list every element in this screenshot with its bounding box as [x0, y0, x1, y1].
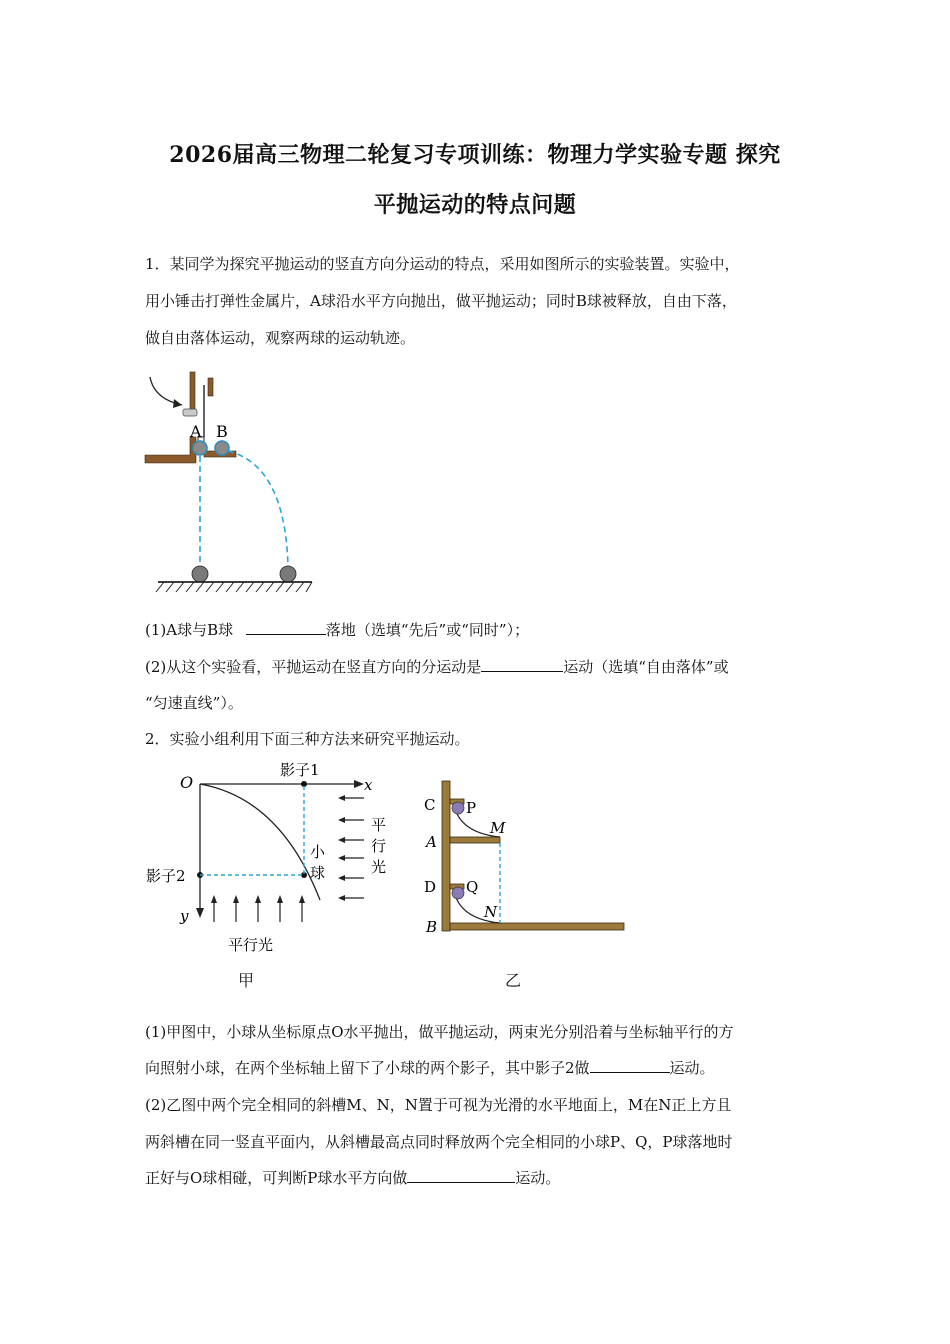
ball-ground-2 [280, 566, 296, 582]
launch-shelf [145, 437, 196, 463]
ball-p [452, 802, 464, 814]
q1-text-line1: 1．某同学为探究平抛运动的竖直方向分运动的特点，采用如图所示的实验装置。实验中， [145, 255, 740, 273]
q2-sub2-line3 [145, 1168, 807, 1188]
q1-sub2-answer-blank[interactable] [481, 657, 563, 672]
q2-intro: 2．实验小组利用下面三种方法来研究平抛运动。 [145, 730, 470, 748]
label-c: C [424, 796, 436, 814]
q1-sub2-line2: “匀速直线”）。 [145, 694, 243, 712]
q2-sub1-line2 [145, 1058, 807, 1078]
label-b: B [426, 918, 438, 936]
q1-figure-apparatus [140, 365, 330, 595]
q2-sub1-line2-post: 运动。 [669, 1059, 715, 1077]
origin-label: O [180, 773, 194, 792]
vertical-board [442, 781, 450, 931]
label-a: A [426, 833, 437, 851]
q2-sub2-line3-post: 运动。 [515, 1169, 561, 1187]
label-p: P [466, 799, 477, 817]
label-m: M [490, 819, 506, 837]
q2-sub2-line1: (2)乙图中两个完全相同的斜槽M、N，N置于可视为光滑的水平地面上，M在N正上方且 [145, 1096, 732, 1114]
fig-jia-caption: 甲 [238, 971, 255, 990]
q1-sub1 [145, 620, 807, 640]
q2-sub2-answer-blank[interactable] [407, 1168, 515, 1183]
y-axis-label: y [180, 907, 189, 925]
ball-b-top [215, 441, 229, 455]
q2-figure-yi [420, 775, 630, 940]
q1-sub2-pre: (2)从这个实验看，平抛运动在竖直方向的分运动是 [145, 658, 482, 676]
q1-sub1-post: 落地（选填“先后”或“同时”）； [325, 621, 530, 639]
right-light-label-1: 平 [371, 816, 387, 834]
fig-yi-caption: 乙 [505, 971, 522, 990]
ball-a-label: A [190, 422, 202, 441]
q2-sub2-line3-pre: 正好与O球相碰，可判断P球水平方向做 [145, 1169, 408, 1187]
q1-text-line2: 用小锤击打弹性金属片，A球沿水平方向抛出，做平抛运动；同时B球被释放，自由下落， [145, 292, 737, 310]
q1-sub1-answer-blank[interactable] [246, 620, 326, 635]
ball-label-2: 球 [310, 864, 326, 882]
label-d: D [424, 878, 437, 896]
ball-label-1: 小 [310, 843, 326, 861]
ball-q [452, 887, 464, 899]
right-light-arrows [340, 798, 364, 898]
q2-figure-jia [140, 758, 400, 958]
hammer-icon [190, 372, 195, 412]
q1-sub2 [145, 657, 807, 677]
q2-sub1-line2-pre: 向照射小球，在两个坐标轴上留下了小球的两个影子，其中影子2做 [145, 1059, 590, 1077]
right-light-label-3: 光 [371, 858, 387, 876]
bottom-light-label: 平行光 [228, 936, 274, 954]
swing-arrow-icon [150, 377, 182, 405]
q2-sub1-answer-blank[interactable] [590, 1058, 670, 1073]
ball-a-top [193, 441, 207, 455]
q1-text-line3: 做自由落体运动，观察两球的运动轨迹。 [145, 329, 416, 347]
q1-sub2-post: 运动（选填“自由落体”或 [563, 658, 729, 676]
q1-sub1-pre: (1)A球与B球 [145, 621, 234, 639]
page-title-line2: 平抛运动的特点问题 [373, 192, 577, 218]
shadow-2-label: 影子2 [146, 867, 186, 885]
right-light-label-2: 行 [371, 837, 387, 855]
ground-board [450, 923, 624, 930]
page-title-line1: 2026届高三物理二轮复习专项训练：物理力学实验专题 探究 [169, 142, 781, 168]
x-axis-label: x [364, 776, 373, 794]
ball-trajectory [200, 784, 320, 900]
ball-b-label: B [216, 422, 228, 441]
label-q: Q [466, 878, 479, 896]
q2-sub1-line1: (1)甲图中，小球从坐标原点O水平抛出，做平抛运动，两束光分别沿着与坐标轴平行的方 [145, 1023, 734, 1041]
label-n: N [484, 903, 498, 921]
shadow-1-label: 影子1 [280, 761, 320, 779]
q2-sub2-line2: 两斜槽在同一竖直平面内，从斜槽最高点同时释放两个完全相同的小球P、Q，P球落地时 [145, 1133, 733, 1151]
ball-ground-1 [192, 566, 208, 582]
projectile-path [228, 451, 288, 566]
